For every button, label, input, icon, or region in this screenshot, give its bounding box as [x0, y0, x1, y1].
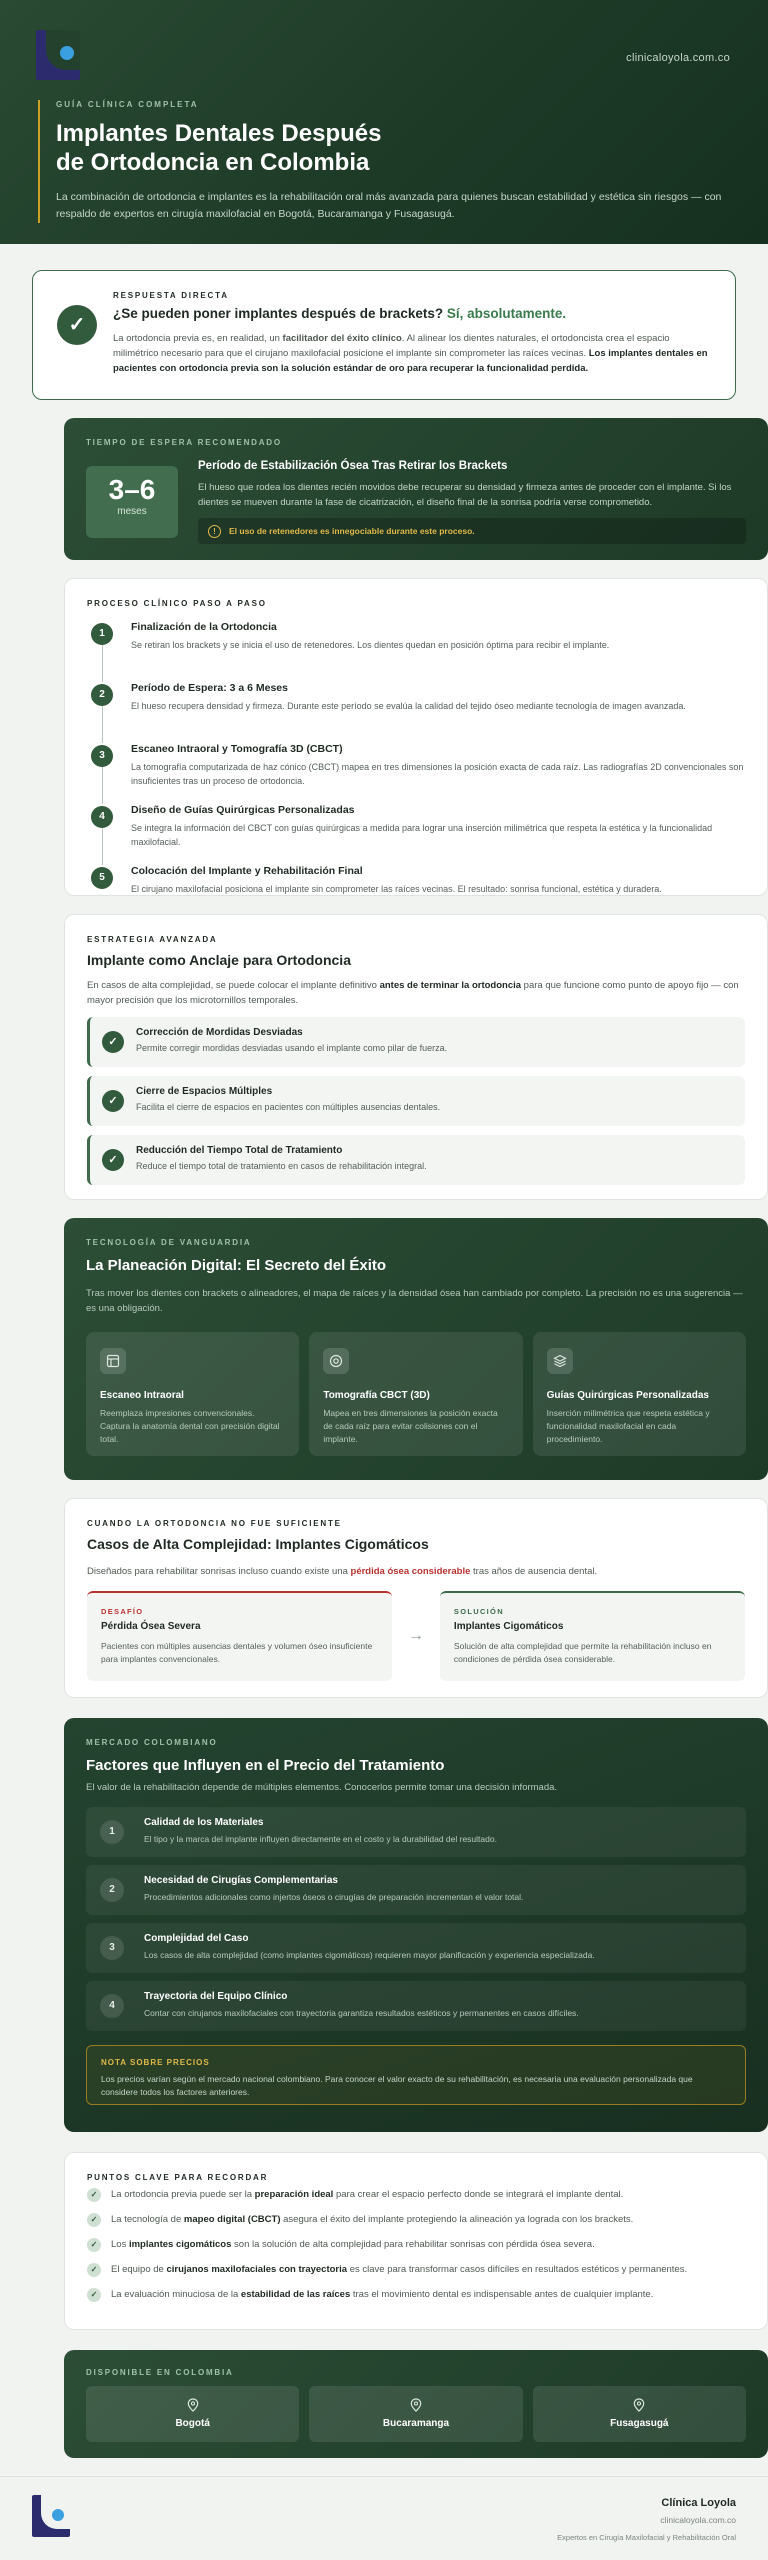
- digital-title: La Planeación Digital: El Secreto del Éxito: [86, 1257, 387, 1274]
- zygo-label: CUANDO LA ORTODONCIA NO FUE SUFICIENTE: [87, 1519, 342, 1528]
- factor-desc: El tipo y la marca del implante influyen directamente en el costo y la durabilidad del resultado.: [144, 1834, 497, 1844]
- tech-card-title: Tomografía CBCT (3D): [323, 1390, 430, 1401]
- item-desc: Reduce el tiempo total de tratamiento en casos de rehabilitación integral.: [136, 1161, 427, 1171]
- solution-label: SOLUCIÓN: [453, 1607, 504, 1616]
- price-subtitle: El valor de la rehabilitación depende de múltiples elementos. Conocerlos permite tomar una decisión informada.: [86, 1782, 558, 1793]
- map-pin-icon: [633, 2398, 645, 2412]
- note-desc: Los precios varían según el mercado nacional colombiano. Para conocer el valor exacto de su rehabilitación, es necesaria una evaluación personalizada que considere todos los factores anteriores.: [101, 2074, 693, 2097]
- step-desc: La tomografía computarizada de haz cónico (CBCT) mapea en tres dimensiones la posición exacta de cada raíz. Las radiografías 2D convencionales son insuficientes tras un proceso de ortodoncia.: [131, 762, 744, 786]
- factor-desc: Los casos de alta complejidad (como implantes cigomáticos) requieren mayor planificación y experiencia especializada.: [144, 1950, 595, 1960]
- challenge-desc: Pacientes con múltiples ausencias dentales y volumen óseo insuficiente para implantes convencionales.: [101, 1641, 373, 1664]
- price-factor: [86, 1923, 746, 1973]
- step-desc: El hueso recupera densidad y firmeza. Durante este período se evalúa la calidad del tejido óseo mediante tecnología de imagen avanzada.: [131, 701, 686, 711]
- direct-answer-card: [32, 270, 736, 400]
- hero-eyebrow: GUÍA CLÍNICA COMPLETA: [56, 100, 199, 109]
- price-factor: [86, 1981, 746, 2031]
- key-point: ✓ El equipo de cirujanos maxilofaciales con trayectoria es clave para transformar casos difíciles en resultados estéticos y permanentes.: [87, 2257, 745, 2282]
- key-point: ✓ La ortodoncia previa puede ser la preparación ideal para crear el espacio perfecto donde se integrará el implante dental.: [87, 2182, 745, 2207]
- challenge-box: [87, 1591, 392, 1681]
- zygo-title: Casos de Alta Complejidad: Implantes Cigomáticos: [87, 1536, 429, 1552]
- timing-title: Período de Estabilización Ósea Tras Retirar los Brackets: [198, 460, 508, 472]
- waiting-time-card: [64, 418, 768, 560]
- factor-title: Calidad de los Materiales: [144, 1817, 264, 1828]
- target-icon: [323, 1348, 349, 1374]
- item-desc: Facilita el cierre de espacios en pacientes con múltiples ausencias dentales.: [136, 1102, 441, 1112]
- solution-title: Implantes Cigomáticos: [453, 1621, 564, 1632]
- scan-icon: [100, 1348, 126, 1374]
- title-line-1: Implantes Dentales Después: [56, 120, 382, 147]
- step-title: Diseño de Guías Quirúrgicas Personalizadas: [131, 804, 355, 816]
- factor-desc: Procedimientos adicionales como injertos óseos o cirugías de preparación incrementan el valor total.: [144, 1892, 524, 1902]
- zygo-paragraph: Diseñados para rehabilitar sonrisas incluso cuando existe una pérdida ósea considerable tras años de ausencia dental.: [87, 1566, 598, 1577]
- retainer-warning: [198, 518, 746, 544]
- answer-paragraph: La ortodoncia previa es, en realidad, un facilitador del éxito clínico. Al alinear los dientes naturales, el ortodoncista crea el espacio milimétrico necesario para que el cirujano maxilofacial posicione el implante sin comprometer las raíces vecinas. Los implantes dentales en pacientes con ortodoncia previa son la solución estándar de oro para recuperar la funcionalidad perdida.: [113, 333, 708, 374]
- digital-label: TECNOLOGÍA DE VANGUARDIA: [86, 1238, 252, 1247]
- city-bogota[interactable]: [86, 2386, 299, 2442]
- tech-card-title: Guías Quirúrgicas Personalizadas: [546, 1390, 709, 1401]
- answer-question: [113, 306, 713, 321]
- process-steps: [87, 621, 745, 926]
- item-title: Reducción del Tiempo Total de Tratamiento: [136, 1145, 343, 1156]
- anchorage-strategy-card: [64, 914, 768, 1200]
- process-step: [87, 621, 745, 682]
- strategy-item: [87, 1076, 745, 1126]
- site-link[interactable]: clinicaloyola.com.co: [626, 52, 730, 64]
- key-point: ✓ La tecnología de mapeo digital (CBCT) asegura el éxito del implante protegiendo la alineación ya lograda con los brackets.: [87, 2207, 745, 2232]
- check-icon: ✓: [87, 2213, 101, 2227]
- step-desc: Se retiran los brackets y se inicia el uso de retenedores. Los dientes quedan en posición óptima para recibir el implante.: [131, 640, 610, 650]
- waiting-time-unit: meses: [117, 506, 147, 517]
- check-icon: ✓: [102, 1090, 124, 1112]
- factor-number: 2: [100, 1878, 124, 1902]
- check-icon: ✓: [87, 2188, 101, 2202]
- item-title: Corrección de Mordidas Desviadas: [136, 1027, 303, 1038]
- waiting-time-box: [86, 466, 178, 538]
- factor-number: 1: [100, 1820, 124, 1844]
- solution-desc: Solución de alta complejidad que permite la rehabilitación incluso en condiciones de pérdida ósea considerable.: [453, 1641, 712, 1664]
- city-name: Bogotá: [175, 2418, 210, 2429]
- step-number: 4: [91, 806, 113, 828]
- factor-title: Trayectoria del Equipo Clínico: [144, 1991, 288, 2002]
- price-title: Factores que Influyen en el Precio del Tratamiento: [86, 1757, 445, 1774]
- strategy-label: ESTRATEGIA AVANZADA: [87, 935, 218, 944]
- factor-number: 4: [100, 1994, 124, 2018]
- check-icon: ✓: [57, 305, 97, 345]
- factor-number: 3: [100, 1936, 124, 1960]
- step-title: Colocación del Implante y Rehabilitación Final: [131, 865, 363, 877]
- check-icon: ✓: [87, 2238, 101, 2252]
- clinical-process-card: [64, 578, 768, 896]
- step-title: Período de Espera: 3 a 6 Meses: [131, 682, 288, 694]
- step-number: 3: [91, 745, 113, 767]
- item-desc: Permite corregir mordidas desviadas usando el implante como pilar de fuerza.: [136, 1043, 448, 1053]
- strategy-title: Implante como Anclaje para Ortodoncia: [87, 952, 351, 968]
- warning-text: El uso de retenedores es innegociable durante este proceso.: [229, 526, 475, 536]
- tech-card-desc: Mapea en tres dimensiones la posición exacta de cada raíz para evitar colisiones con el implante.: [323, 1408, 498, 1444]
- note-label: NOTA SOBRE PRECIOS: [101, 2058, 210, 2067]
- tech-card: [86, 1332, 299, 1456]
- digital-desc: Tras mover los dientes con brackets o alineadores, el mapa de raíces y la densidad ósea han cambiado por completo. La precisión no es una sugerencia — es una obligación.: [86, 1288, 743, 1314]
- check-icon: ✓: [87, 2288, 101, 2302]
- factor-desc: Contar con cirujanos maxilofaciales con trayectoria garantiza resultados estéticos y permanentes en casos difíciles.: [144, 2008, 579, 2018]
- strategy-paragraph: En casos de alta complejidad, se puede colocar el implante definitivo antes de terminar la ortodoncia para que funcione como punto de apoyo fijo — con mayor precisión que los microtornillos temporales.: [87, 980, 739, 1006]
- step-desc: Se integra la información del CBCT con guías quirúrgicas a medida para lograr una inserción milimétrica que respeta la estética y la funcionalidad maxilofacial.: [131, 823, 713, 847]
- tech-card-desc: Reemplaza impresiones convencionales. Captura la anatomía dental con precisión digital total.: [100, 1408, 280, 1444]
- waiting-time-value: 3–6: [108, 474, 156, 505]
- process-label: PROCESO CLÍNICO PASO A PASO: [87, 599, 267, 608]
- page-footer: [0, 2476, 768, 2560]
- digital-planning-card: [64, 1218, 768, 1480]
- tech-card-title: Escaneo Intraoral: [100, 1390, 184, 1401]
- tech-card: [533, 1332, 746, 1456]
- footer-tagline: Expertos en Cirugía Maxilofacial y Rehabilitación Oral: [557, 2533, 736, 2542]
- step-number: 1: [91, 623, 113, 645]
- clinic-logo[interactable]: [36, 30, 84, 82]
- process-step: [87, 682, 745, 743]
- zygomatic-card: [64, 1498, 768, 1698]
- solution-box: [440, 1591, 745, 1681]
- locations-label: DISPONIBLE EN COLOMBIA: [86, 2368, 234, 2377]
- hero-header: [0, 0, 768, 244]
- price-note: [86, 2045, 746, 2105]
- strategy-item: [87, 1135, 745, 1185]
- map-pin-icon: [187, 2398, 199, 2412]
- item-title: Cierre de Espacios Múltiples: [136, 1086, 273, 1097]
- check-icon: ✓: [87, 2263, 101, 2277]
- warning-icon: !: [208, 525, 221, 538]
- price-factors-card: [64, 1718, 768, 2132]
- map-pin-icon: [410, 2398, 422, 2412]
- step-title: Escaneo Intraoral y Tomografía 3D (CBCT): [131, 743, 343, 755]
- page-title: [56, 119, 732, 177]
- city-name: Fusagasugá: [610, 2418, 669, 2429]
- footer-clinic-name: Clínica Loyola: [661, 2497, 736, 2509]
- keys-label: PUNTOS CLAVE PARA RECORDAR: [87, 2173, 269, 2182]
- step-desc: El cirujano maxilofacial posiciona el implante sin comprometer las raíces vecinas. El resultado: sonrisa funcional, estética y duradera.: [131, 884, 662, 894]
- step-title: Finalización de la Ortodoncia: [131, 621, 277, 633]
- challenge-label: DESAFÍO: [101, 1607, 144, 1616]
- challenge-title: Pérdida Ósea Severa: [101, 1621, 201, 1632]
- footer-logo[interactable]: [32, 2495, 72, 2539]
- key-points-card: [64, 2152, 768, 2330]
- locations-card: [64, 2350, 768, 2458]
- layers-icon: [547, 1348, 573, 1374]
- process-step: [87, 743, 745, 804]
- step-number: 5: [91, 867, 113, 889]
- process-step: [87, 804, 745, 865]
- check-icon: ✓: [102, 1031, 124, 1053]
- footer-site-link[interactable]: clinicaloyola.com.co: [660, 2515, 736, 2525]
- question-text: ¿Se pueden poner implantes después de brackets?: [113, 306, 444, 321]
- price-factor: [86, 1807, 746, 1857]
- key-point: ✓ Los implantes cigomáticos son la solución de alta complejidad para rehabilitar sonrisas con pérdida ósea severa.: [87, 2232, 745, 2257]
- check-icon: ✓: [102, 1149, 124, 1171]
- factor-title: Necesidad de Cirugías Complementarias: [144, 1875, 338, 1886]
- hero-intro: La combinación de ortodoncia e implantes es la rehabilitación oral más avanzada para quienes buscan estabilidad y estética sin riesgos — con respaldo de expertos en cirugía maxilofacial en Bogotá, Bucaramanga y Fusagasugá.: [56, 191, 722, 220]
- question-answer: Sí, absolutamente.: [446, 306, 567, 321]
- timing-label: TIEMPO DE ESPERA RECOMENDADO: [86, 438, 282, 447]
- factor-title: Complejidad del Caso: [144, 1933, 249, 1944]
- city-fusagasuga[interactable]: [533, 2386, 746, 2442]
- arrow-right-icon: →: [408, 1627, 424, 1644]
- tech-card: [309, 1332, 522, 1456]
- answer-label: RESPUESTA DIRECTA: [113, 291, 229, 300]
- title-line-2: de Ortodoncia en Colombia: [56, 149, 370, 176]
- city-name: Bucaramanga: [382, 2418, 450, 2429]
- timing-desc: El hueso que rodea los dientes recién movidos debe recuperar su densidad y firmeza antes de proceder con el implante. Si los dientes se mueven durante la fase de cicatrización, el diseño final de la sonrisa podría verse comprometido.: [198, 482, 732, 508]
- step-number: 2: [91, 684, 113, 706]
- tech-card-desc: Inserción milimétrica que respeta estética y funcionalidad maxilofacial en cada procedimiento.: [546, 1408, 710, 1444]
- price-factor: [86, 1865, 746, 1915]
- hero-content: [38, 100, 732, 223]
- price-label: MERCADO COLOMBIANO: [86, 1738, 218, 1747]
- city-bucaramanga[interactable]: [309, 2386, 522, 2442]
- strategy-item: [87, 1017, 745, 1067]
- key-point: ✓ La evaluación minuciosa de la estabilidad de las raíces tras el movimiento dental es indispensable antes de cualquier implante.: [87, 2282, 745, 2307]
